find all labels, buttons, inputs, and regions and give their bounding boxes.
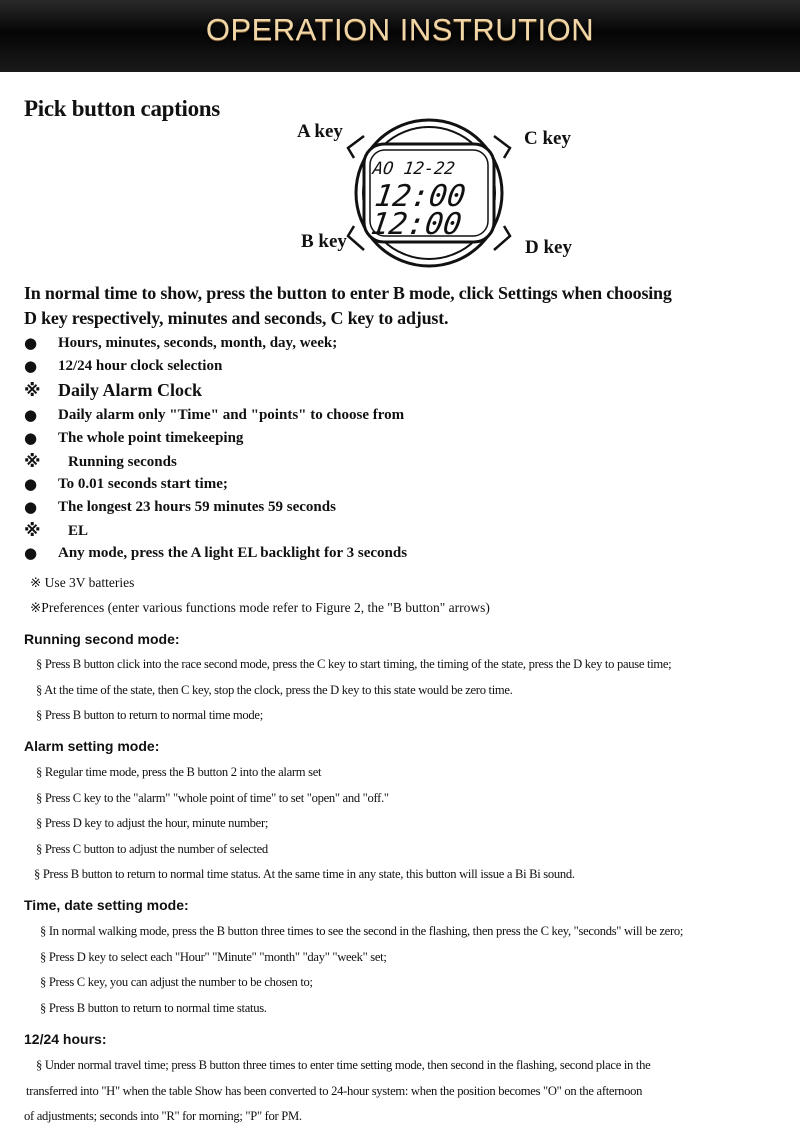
list-item xyxy=(24,429,243,447)
feature-text: Any mode, press the A light EL backlight for 3 seconds xyxy=(58,544,408,561)
list-item: transferred into "H" when the table Show has been converted to 24-hour system: when the position becomes "O" on the afternoon xyxy=(26,1084,643,1098)
list-item xyxy=(24,544,407,562)
feature-text: 12/24 hour clock selection xyxy=(58,357,223,374)
list-item xyxy=(24,521,88,541)
filled-circle-icon: ● xyxy=(24,406,38,424)
list-item xyxy=(24,406,404,424)
a-key-label: A key xyxy=(297,121,343,142)
list-item: § Press B button click into the race second mode, press the C key to start timing, the timing of the state, press the D key to pause time; xyxy=(36,657,672,671)
reference-mark-icon: ※ xyxy=(24,521,41,541)
list-item: § Press C key to the "alarm" "whole point of time" to set "open" and "off." xyxy=(36,791,389,805)
lcd-line-middle: 12:00 xyxy=(372,179,468,214)
intro-line-1: In normal time to show, press the button to enter B mode, click Settings when choosing xyxy=(24,283,672,303)
c-key-label: C key xyxy=(524,128,571,149)
filled-circle-icon: ● xyxy=(24,334,38,352)
intro-line-2: D key respectively, minutes and seconds, C key to adjust. xyxy=(24,308,449,328)
feature-text: Hours, minutes, seconds, month, day, week; xyxy=(58,334,338,351)
filled-circle-icon: ● xyxy=(24,498,38,516)
feature-text: The whole point timekeeping xyxy=(58,429,244,446)
list-item: § Press B button to return to normal time status. xyxy=(40,1001,267,1015)
alarm-setting-mode-heading: Alarm setting mode: xyxy=(24,738,160,754)
battery-note: ※ Use 3V batteries xyxy=(30,575,135,590)
filled-circle-icon: ● xyxy=(24,429,38,447)
list-item: § Regular time mode, press the B button 2 into the alarm set xyxy=(36,765,322,779)
preferences-note: ※Preferences (enter various functions mode refer to Figure 2, the "B button" arrows) xyxy=(30,600,490,615)
list-item xyxy=(24,380,202,401)
running-second-mode-heading: Running second mode: xyxy=(24,631,180,647)
list-item: § Press D key to adjust the hour, minute number; xyxy=(36,816,269,830)
list-item xyxy=(24,452,177,472)
feature-text: Running seconds xyxy=(68,453,177,470)
list-item: § At the time of the state, then C key, stop the clock, press the D key to this state would be zero time. xyxy=(36,683,513,697)
list-item: § Under normal travel time; press B button three times to enter time setting mode, then second in the flashing, second place in the xyxy=(36,1058,651,1072)
feature-text: Daily Alarm Clock xyxy=(58,380,202,400)
list-item: § Press B button to return to normal time mode; xyxy=(36,708,263,722)
list-item xyxy=(24,475,228,493)
reference-mark-icon: ※ xyxy=(24,452,41,472)
reference-mark-icon: ※ xyxy=(24,380,41,401)
list-item: § In normal walking mode, press the B button three times to see the second in the flashing, then press the C key, "seconds" will be zero; xyxy=(40,924,684,938)
watch-diagram xyxy=(340,118,518,273)
feature-text: Daily alarm only "Time" and "points" to choose from xyxy=(58,406,405,423)
twelve-twentyfour-hours-heading: 12/24 hours: xyxy=(24,1031,107,1047)
list-item: § Press C button to adjust the number of selected xyxy=(36,842,268,856)
list-item: § Press C key, you can adjust the number to be chosen to; xyxy=(40,975,313,989)
list-item: § Press D key to select each "Hour" "Minute" "month" "day" "week" set; xyxy=(40,950,387,964)
b-key-label: B key xyxy=(301,231,347,252)
list-item xyxy=(24,357,222,375)
list-item xyxy=(24,334,337,352)
feature-text: To 0.01 seconds start time; xyxy=(58,475,228,492)
list-item: of adjustments; seconds into "R" for morning; "P" for PM. xyxy=(24,1109,302,1123)
list-item xyxy=(24,498,336,516)
filled-circle-icon: ● xyxy=(24,475,38,493)
lcd-line-bottom: 12:00 xyxy=(368,207,464,242)
button-captions-heading: Pick button captions xyxy=(24,96,220,121)
filled-circle-icon: ● xyxy=(24,357,38,375)
feature-text: The longest 23 hours 59 minutes 59 seconds xyxy=(58,498,336,515)
page-title: OPERATION INSTRUTION xyxy=(205,12,595,47)
filled-circle-icon: ● xyxy=(24,544,38,562)
title-banner xyxy=(0,0,800,72)
time-date-setting-mode-heading: Time, date setting mode: xyxy=(24,897,189,913)
d-key-label: D key xyxy=(525,237,572,258)
feature-text: EL xyxy=(68,522,89,539)
list-item: § Press B button to return to normal time status. At the same time in any state, this button will issue a Bi Bi sound. xyxy=(34,867,575,881)
lcd-line-top: AO 12-22 xyxy=(371,159,457,179)
